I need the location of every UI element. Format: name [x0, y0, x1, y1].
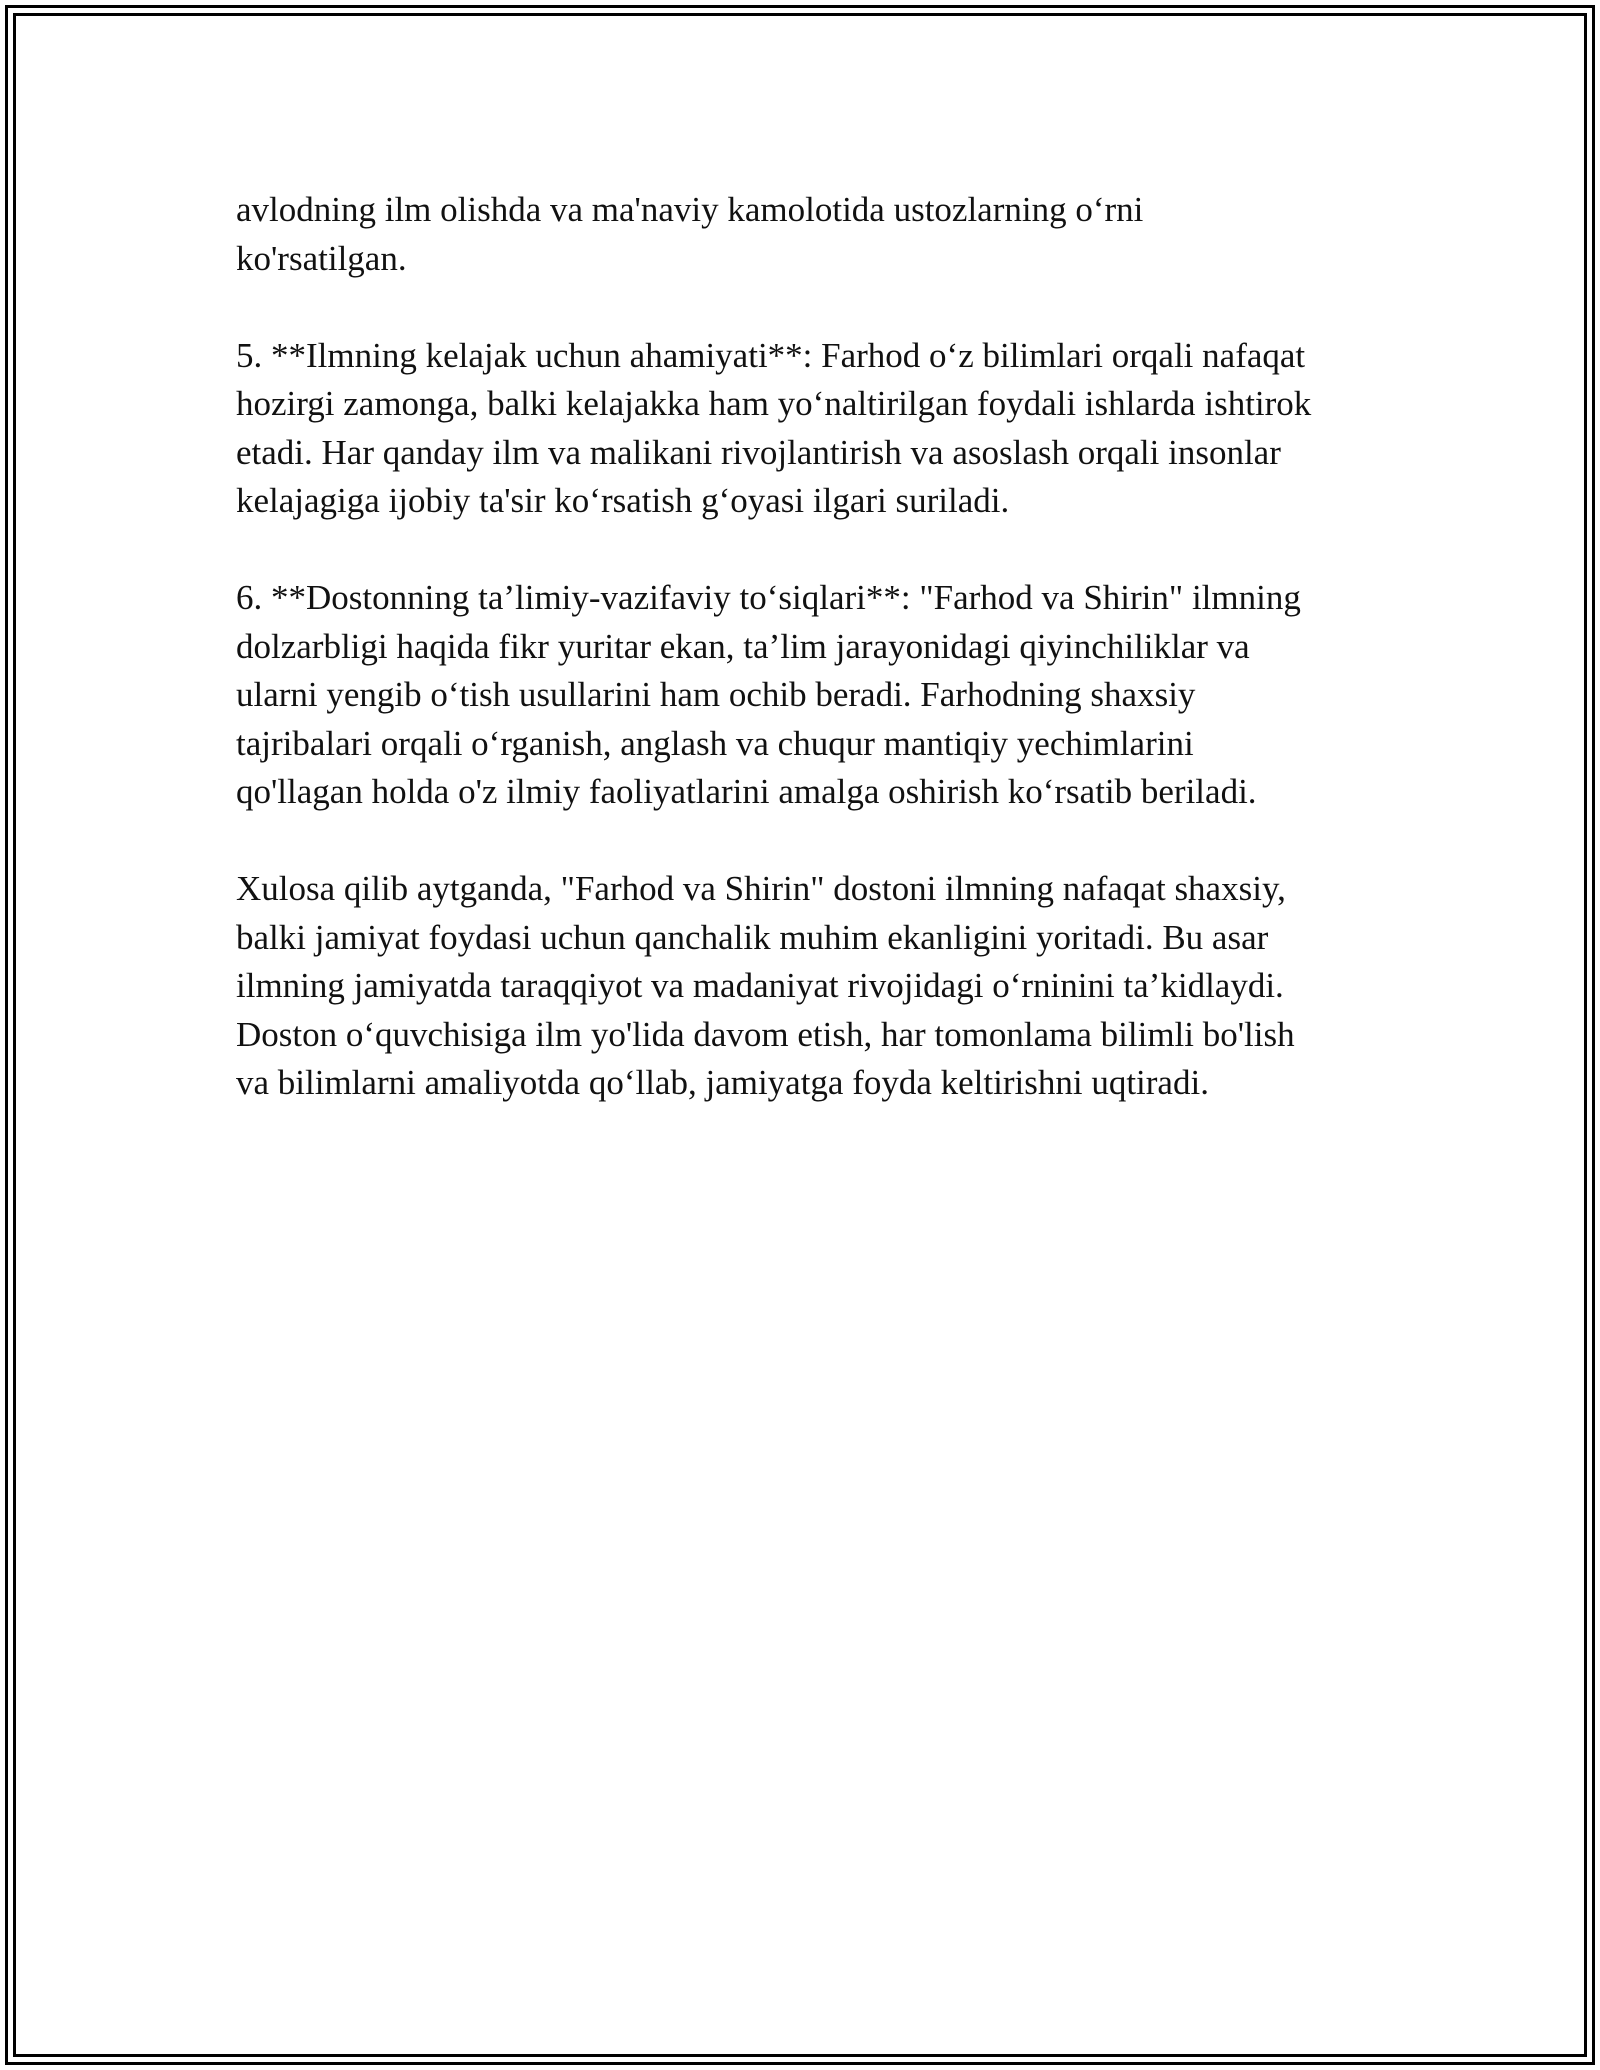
text-line: tajribalari orqali o‘rganish, anglash va chuqur mantiqiy yechimlarini: [236, 723, 1194, 763]
text-line: Xulosa qilib aytganda, "Farhod va Shirin" dostoni ilmning nafaqat shaxsiy,: [236, 869, 1286, 908]
text-line: avlodning ilm olishda va ma'naviy kamolotida ustozlarning o‘rni: [236, 190, 1144, 229]
text-line: kelajagiga ijobiy ta'sir ko‘rsatish g‘oyasi ilgari suriladi.: [236, 481, 1010, 520]
text-line: dolzarbligi haqida fikr yuritar ekan, ta’lim jarayonidagi qiyinchiliklar va: [236, 626, 1250, 666]
paragraph-conclusion: [236, 865, 1376, 1108]
text-line: balki jamiyat foydasi uchun qanchalik muhim ekanligini yoritadi. Bu asar: [236, 917, 1269, 957]
text-line: 5. **Ilmning kelajak uchun ahamiyati**: Farhod o‘z bilimlari orqali nafaqat: [236, 335, 1306, 375]
text-line: hozirgi zamonga, balki kelajakka ham yo‘naltirilgan foydali ishlarda ishtirok: [236, 384, 1312, 423]
text-line: 6. **Dostonning ta’limiy-vazifaviy to‘siqlari**: "Farhod va Shirin" ilmning: [236, 578, 1301, 617]
text-line: ko'rsatilgan.: [236, 238, 407, 278]
text-line: va bilimlarni amaliyotda qo‘llab, jamiyatga foyda keltirishni uqtiradi.: [236, 1063, 1209, 1102]
paragraph-point-6: [236, 574, 1376, 817]
text-line: ularni yengib o‘tish usullarini ham ochib beradi. Farhodning shaxsiy: [236, 675, 1196, 714]
text-line: qo'llagan holda o'z ilmiy faoliyatlarini amalga oshirish ko‘rsatib beriladi.: [236, 772, 1257, 811]
paragraph-intro-continuation: [236, 186, 1376, 283]
text-line: etadi. Har qanday ilm va malikani rivojlantirish va asoslash orqali insonlar: [236, 432, 1281, 472]
document-body: [236, 186, 1376, 1156]
text-line: ilmning jamiyatda taraqqiyot va madaniyat rivojidagi o‘rninini ta’kidlaydi.: [236, 966, 1284, 1005]
paragraph-point-5: [236, 332, 1376, 526]
text-line: Doston o‘quvchisiga ilm yo'lida davom etish, har tomonlama bilimli bo'lish: [236, 1014, 1295, 1054]
